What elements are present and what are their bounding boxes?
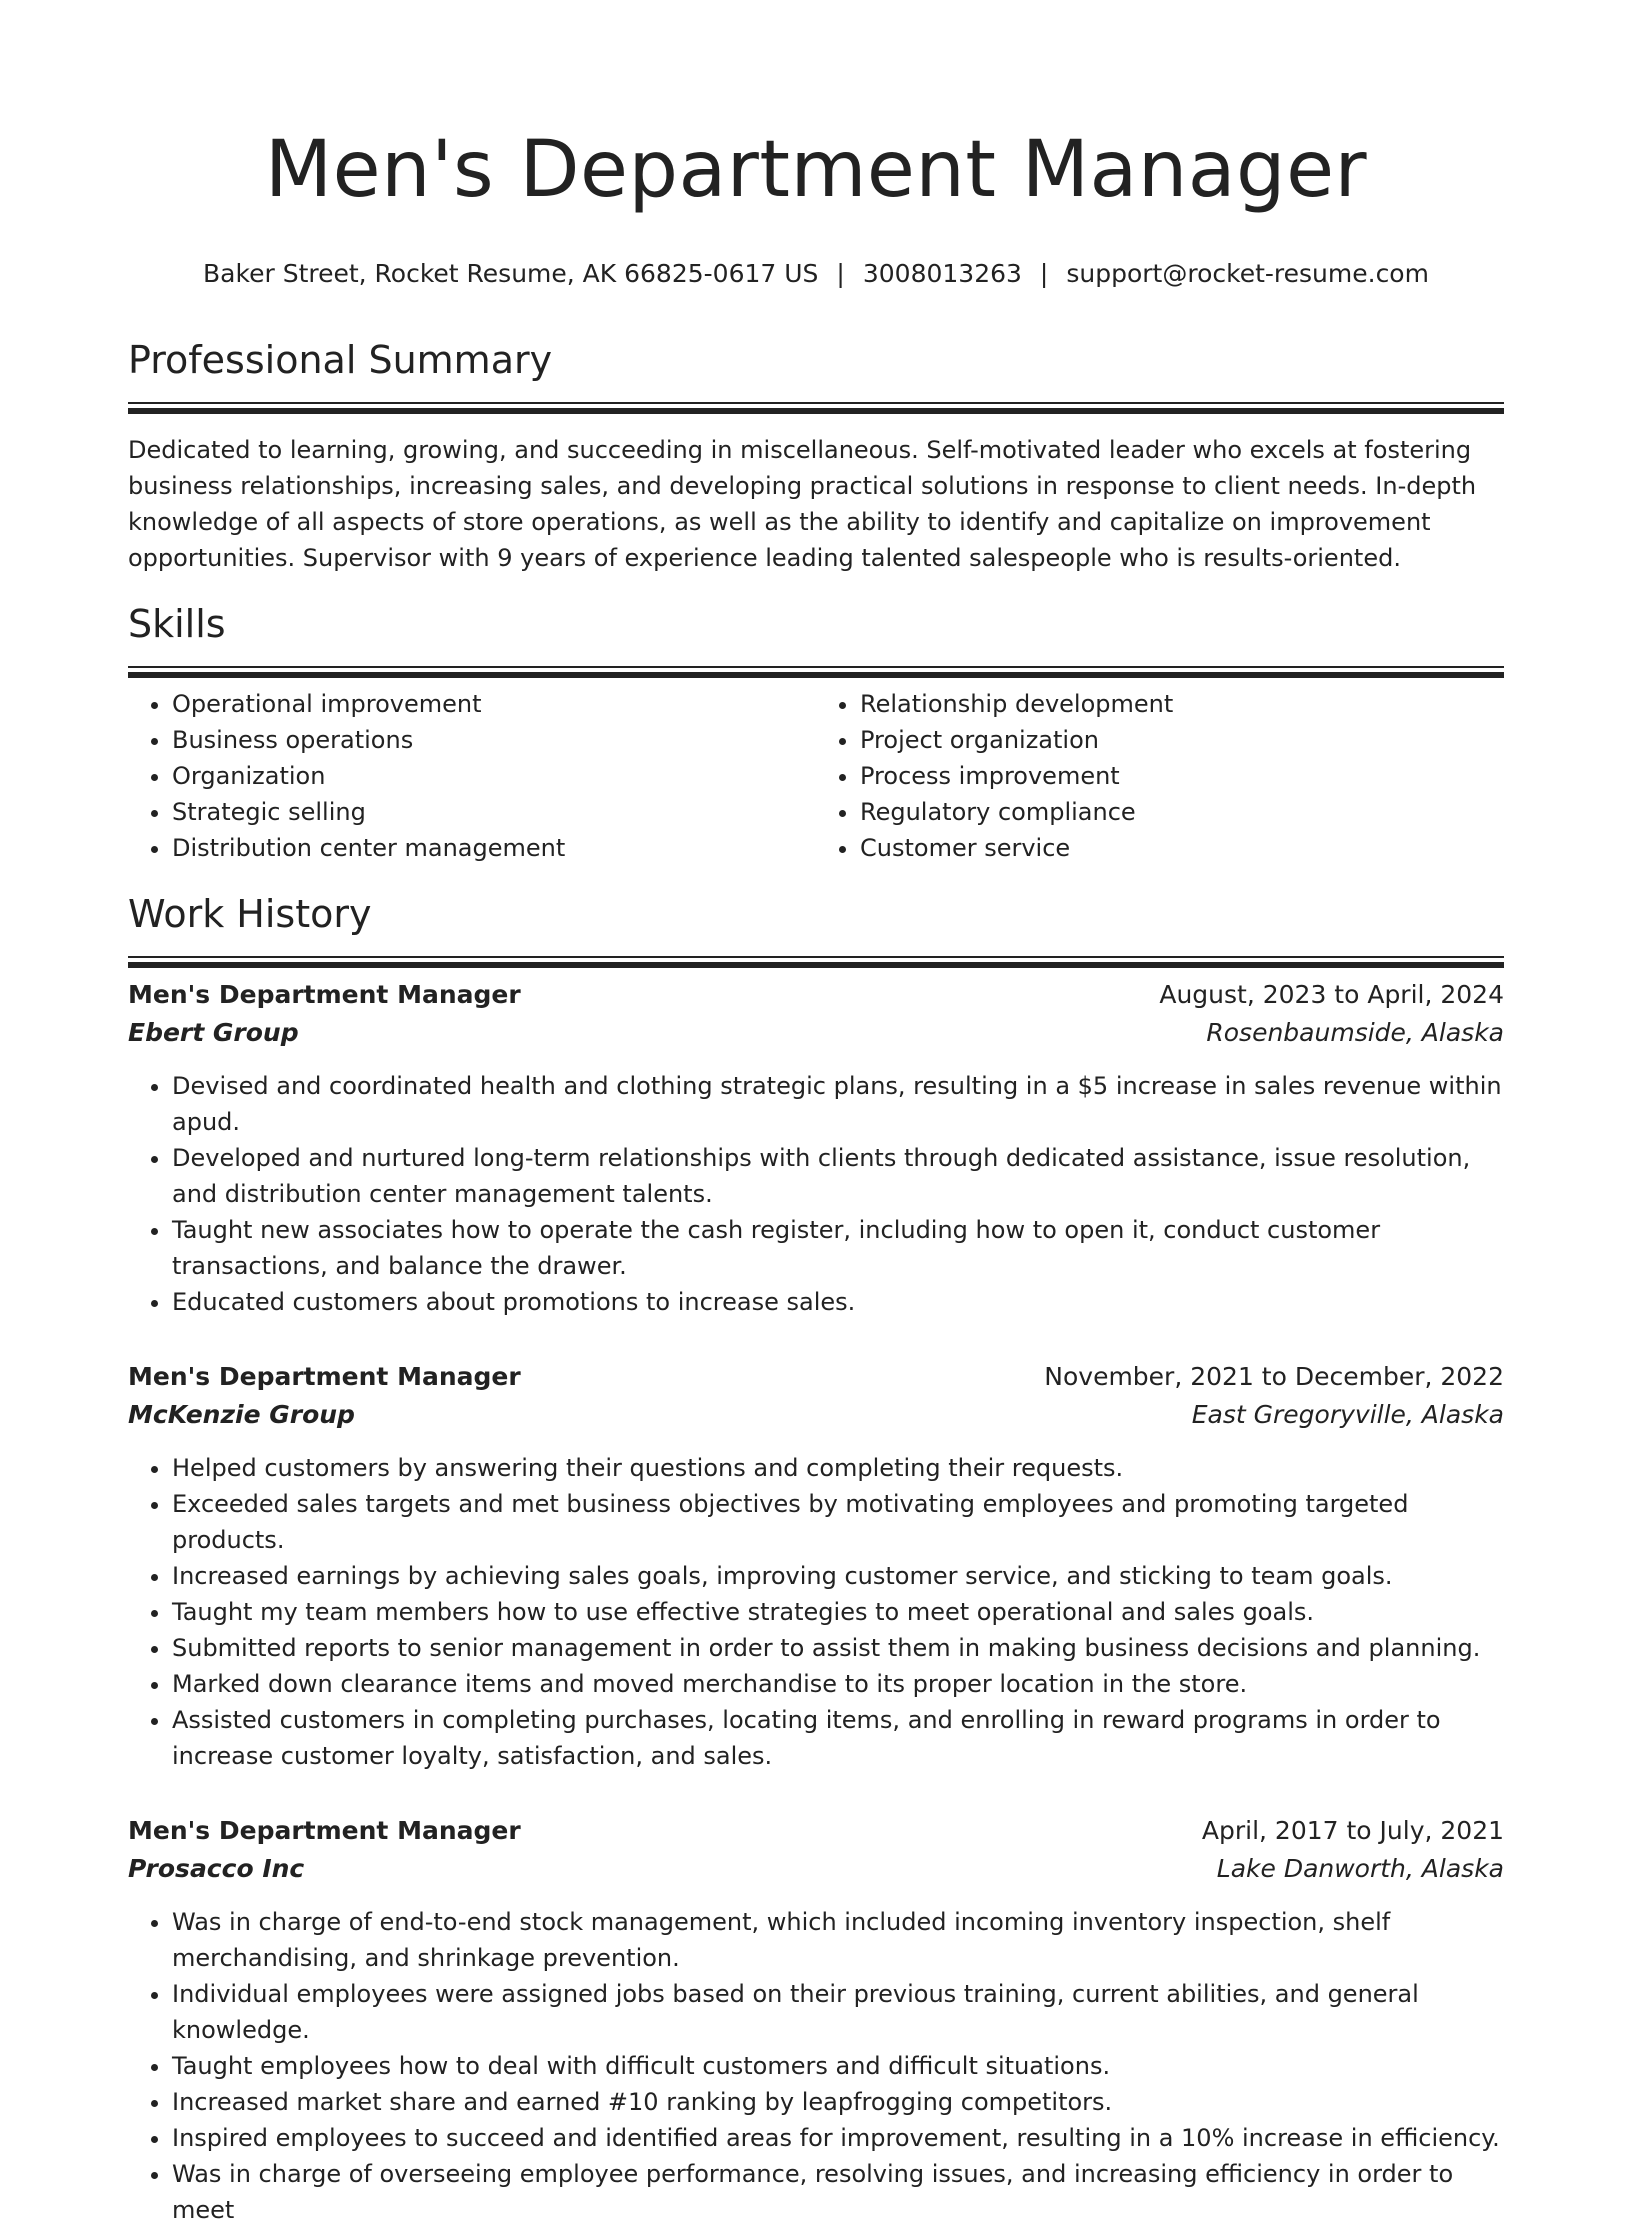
job-entry bbox=[128, 1358, 1504, 1774]
skill-item: • Relationship development bbox=[860, 686, 1504, 722]
skill-item: • Customer service bbox=[860, 830, 1504, 866]
skill-item: • Distribution center management bbox=[172, 830, 816, 866]
job-bullet: • Helped customers by answering their questions and completing their requests. bbox=[172, 1450, 1504, 1486]
skills-section bbox=[128, 600, 1504, 866]
job-location: Lake Danworth, Alaska bbox=[1216, 1854, 1504, 1883]
job-bullets bbox=[128, 1450, 1504, 1774]
job-entry bbox=[128, 1812, 1504, 2228]
job-dates: April, 2017 to July, 2021 bbox=[1201, 1816, 1504, 1845]
job-location: Rosenbaumside, Alaska bbox=[1206, 1018, 1504, 1047]
work-history-heading: Work History bbox=[128, 892, 372, 936]
skill-item: • Organization bbox=[172, 758, 816, 794]
section-divider bbox=[128, 402, 1504, 404]
skill-item: • Business operations bbox=[172, 722, 816, 758]
job-dates: August, 2023 to April, 2024 bbox=[1159, 980, 1504, 1009]
job-bullets bbox=[128, 1068, 1504, 1320]
skill-item: • Process improvement bbox=[860, 758, 1504, 794]
contact-separator: | bbox=[1039, 259, 1049, 288]
job-bullets bbox=[128, 1904, 1504, 2228]
contact-address: Baker Street, Rocket Resume, AK 66825-0617 US bbox=[203, 259, 819, 288]
skills-list-left bbox=[128, 686, 816, 866]
job-dates: November, 2021 to December, 2022 bbox=[1044, 1362, 1504, 1391]
job-title: Men's Department Manager bbox=[128, 1362, 521, 1391]
job-bullet: • Was in charge of overseeing employee performance, resolving issues, and increasing efficiency in order to meet bbox=[172, 2156, 1504, 2228]
section-divider bbox=[128, 666, 1504, 668]
contact-phone: 3008013263 bbox=[862, 259, 1022, 288]
skill-item: • Project organization bbox=[860, 722, 1504, 758]
job-bullet: • Individual employees were assigned jobs based on their previous training, current abilities, and general knowledge. bbox=[172, 1976, 1504, 2048]
job-bullet: • Taught my team members how to use effective strategies to meet operational and sales goals. bbox=[172, 1594, 1504, 1630]
contact-email: support@rocket-resume.com bbox=[1066, 259, 1429, 288]
job-bullet: • Inspired employees to succeed and identified areas for improvement, resulting in a 10% increase in efficiency. bbox=[172, 2120, 1504, 2156]
job-company: McKenzie Group bbox=[128, 1400, 355, 1429]
job-bullet: • Educated customers about promotions to increase sales. bbox=[172, 1284, 1504, 1320]
skill-item: • Strategic selling bbox=[172, 794, 816, 830]
job-bullet: • Developed and nurtured long-term relationships with clients through dedicated assistance, issue resolution, and distribution center management talents. bbox=[172, 1140, 1504, 1212]
summary-heading: Professional Summary bbox=[128, 338, 553, 382]
job-company: Ebert Group bbox=[128, 1018, 299, 1047]
job-bullet: • Exceeded sales targets and met business objectives by motivating employees and promoting targeted products. bbox=[172, 1486, 1504, 1558]
job-company: Prosacco Inc bbox=[128, 1854, 305, 1883]
summary-text: Dedicated to learning, growing, and succeeding in miscellaneous. Self-motivated leader who excels at fostering business relationships, increasing sales, and developing practical solutions in response to client needs. In-depth knowledge of all aspects of store operations, as well as the ability to identify and capitalize on improvement opportunities. Supervisor with 9 years of experience leading talented salespeople who is results-oriented. bbox=[128, 436, 1477, 572]
job-bullet: • Taught new associates how to operate the cash register, including how to open it, conduct customer transactions, and balance the drawer. bbox=[172, 1212, 1504, 1284]
work-history-section bbox=[128, 890, 1504, 2228]
job-title: Men's Department Manager bbox=[128, 980, 521, 1009]
job-entry bbox=[128, 976, 1504, 1320]
job-location: East Gregoryville, Alaska bbox=[1191, 1400, 1504, 1429]
skills-columns bbox=[128, 686, 1504, 866]
job-bullet: • Taught employees how to deal with difficult customers and difficult situations. bbox=[172, 2048, 1504, 2084]
skills-heading: Skills bbox=[128, 602, 226, 646]
contact-line bbox=[128, 256, 1504, 292]
job-bullet: • Devised and coordinated health and clothing strategic plans, resulting in a $5 increase in sales revenue within apud. bbox=[172, 1068, 1504, 1140]
contact-separator: | bbox=[836, 259, 845, 288]
section-divider bbox=[128, 956, 1504, 958]
job-bullet: • Increased market share and earned #10 ranking by leapfrogging competitors. bbox=[172, 2084, 1504, 2120]
job-bullet: • Was in charge of end-to-end stock management, which included incoming inventory inspection, shelf merchandising, and shrinkage prevention. bbox=[172, 1904, 1504, 1976]
skills-list-right bbox=[816, 686, 1504, 866]
job-bullet: • Marked down clearance items and moved merchandise to its proper location in the store. bbox=[172, 1666, 1504, 1702]
job-bullet: • Assisted customers in completing purchases, locating items, and enrolling in reward programs in order to increase customer loyalty, satisfaction, and sales. bbox=[172, 1702, 1504, 1774]
summary-section bbox=[128, 336, 1504, 576]
skill-item: • Regulatory compliance bbox=[860, 794, 1504, 830]
job-bullet: • Increased earnings by achieving sales goals, improving customer service, and sticking to team goals. bbox=[172, 1558, 1504, 1594]
skill-item: • Operational improvement bbox=[172, 686, 816, 722]
job-title: Men's Department Manager bbox=[128, 1816, 521, 1845]
job-bullet: • Submitted reports to senior management in order to assist them in making business decisions and planning. bbox=[172, 1630, 1504, 1666]
resume-title: Men's Department Manager bbox=[264, 125, 1368, 215]
jobs-list bbox=[128, 976, 1504, 2228]
